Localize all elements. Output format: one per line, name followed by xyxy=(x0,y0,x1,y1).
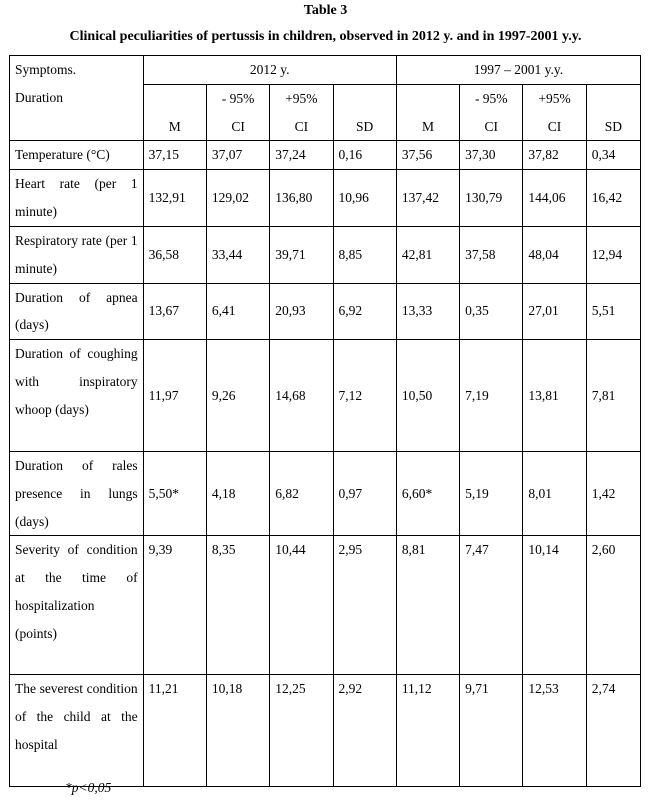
cell-value: 136,80 xyxy=(270,170,333,227)
header-upper-ci: +95% CI xyxy=(523,84,586,141)
cell-value: 16,42 xyxy=(586,170,640,227)
cell-value: 10,96 xyxy=(333,170,396,227)
cell-value: 11,12 xyxy=(396,675,459,787)
cell-value: 5,51 xyxy=(586,283,640,340)
table-row xyxy=(10,536,641,675)
header-lower-ci: - 95% CI xyxy=(460,84,523,141)
cell-value: 13,81 xyxy=(523,340,586,452)
cell-value: 37,82 xyxy=(523,141,586,170)
row-label: Duration of apnea (days) xyxy=(10,283,144,340)
cell-value: 42,81 xyxy=(396,227,459,284)
cell-value: 9,71 xyxy=(460,675,523,787)
cell-value: 12,53 xyxy=(523,675,586,787)
row-label: Severity of condition at the time of hospitalization (points) xyxy=(10,536,144,675)
cell-value: 10,14 xyxy=(523,536,586,675)
header-lower-ci: - 95% CI xyxy=(206,84,269,141)
header-sd: SD xyxy=(586,84,640,141)
cell-value: 33,44 xyxy=(206,227,269,284)
cell-value: 39,71 xyxy=(270,227,333,284)
cell-value: 11,97 xyxy=(143,340,206,452)
cell-value: 8,85 xyxy=(333,227,396,284)
row-label: Respiratory rate (per 1 minute) xyxy=(10,227,144,284)
header-symptoms-line1: Symptoms. xyxy=(15,62,77,77)
cell-value: 0,97 xyxy=(333,452,396,536)
cell-value: 6,92 xyxy=(333,283,396,340)
cell-value: 37,56 xyxy=(396,141,459,170)
cell-value: 11,21 xyxy=(143,675,206,787)
cell-value: 12,25 xyxy=(270,675,333,787)
cell-value: 2,60 xyxy=(586,536,640,675)
cell-value: 12,94 xyxy=(586,227,640,284)
cell-value: 144,06 xyxy=(523,170,586,227)
table-row xyxy=(10,170,641,227)
group-header-2012: 2012 y. xyxy=(143,56,396,85)
cell-value: 2,95 xyxy=(333,536,396,675)
cell-value: 0,35 xyxy=(460,283,523,340)
cell-value: 10,44 xyxy=(270,536,333,675)
cell-value: 0,34 xyxy=(586,141,640,170)
data-table xyxy=(9,55,641,787)
row-label: Heart rate (per 1 minute) xyxy=(10,170,144,227)
table-row xyxy=(10,141,641,170)
cell-value: 37,58 xyxy=(460,227,523,284)
cell-value: 1,42 xyxy=(586,452,640,536)
header-m: M xyxy=(396,84,459,141)
table-row xyxy=(10,675,641,787)
cell-value: 10,18 xyxy=(206,675,269,787)
cell-value: 7,19 xyxy=(460,340,523,452)
cell-value: 6,60* xyxy=(396,452,459,536)
cell-value: 5,19 xyxy=(460,452,523,536)
cell-value: 37,24 xyxy=(270,141,333,170)
cell-value: 37,15 xyxy=(143,141,206,170)
cell-value: 130,79 xyxy=(460,170,523,227)
header-sd: SD xyxy=(333,84,396,141)
cell-value: 20,93 xyxy=(270,283,333,340)
cell-value: 48,04 xyxy=(523,227,586,284)
cell-value: 0,16 xyxy=(333,141,396,170)
cell-value: 7,81 xyxy=(586,340,640,452)
cell-value: 132,91 xyxy=(143,170,206,227)
cell-value: 2,92 xyxy=(333,675,396,787)
header-m: M xyxy=(143,84,206,141)
cell-value: 10,50 xyxy=(396,340,459,452)
cell-value: 5,50* xyxy=(143,452,206,536)
cell-value: 8,35 xyxy=(206,536,269,675)
cell-value: 6,41 xyxy=(206,283,269,340)
cell-value: 36,58 xyxy=(143,227,206,284)
cell-value: 7,47 xyxy=(460,536,523,675)
group-header-1997-2001: 1997 – 2001 y.y. xyxy=(396,56,640,85)
cell-value: 137,42 xyxy=(396,170,459,227)
cell-value: 7,12 xyxy=(333,340,396,452)
cell-value: 8,81 xyxy=(396,536,459,675)
cell-value: 13,67 xyxy=(143,283,206,340)
table-title: Clinical peculiarities of pertussis in children, observed in 2012 y. and in 1997-2001 y.y. xyxy=(69,29,582,44)
cell-value: 13,33 xyxy=(396,283,459,340)
table-number: Table 3 xyxy=(303,3,348,18)
row-label: The severest condition of the child at the hospital xyxy=(10,675,144,787)
cell-value: 9,26 xyxy=(206,340,269,452)
cell-value: 27,01 xyxy=(523,283,586,340)
cell-value: 14,68 xyxy=(270,340,333,452)
header-symptoms-line2: Duration xyxy=(15,89,63,105)
cell-value: 4,18 xyxy=(206,452,269,536)
cell-value: 2,74 xyxy=(586,675,640,787)
table-row xyxy=(10,283,641,340)
cell-value: 129,02 xyxy=(206,170,269,227)
footnote: *p<0,05 xyxy=(65,780,112,795)
table-row xyxy=(10,452,641,536)
row-label: Duration of coughing with inspiratory whoop (days) xyxy=(10,340,144,452)
cell-value: 37,07 xyxy=(206,141,269,170)
row-label: Temperature (°C) xyxy=(10,141,144,170)
header-upper-ci: +95% CI xyxy=(270,84,333,141)
header-symptoms xyxy=(10,56,144,141)
cell-value: 9,39 xyxy=(143,536,206,675)
table-row xyxy=(10,340,641,452)
cell-value: 37,30 xyxy=(460,141,523,170)
cell-value: 6,82 xyxy=(270,452,333,536)
cell-value: 8,01 xyxy=(523,452,586,536)
table-row xyxy=(10,227,641,284)
row-label: Duration of rales presence in lungs (days) xyxy=(10,452,144,536)
